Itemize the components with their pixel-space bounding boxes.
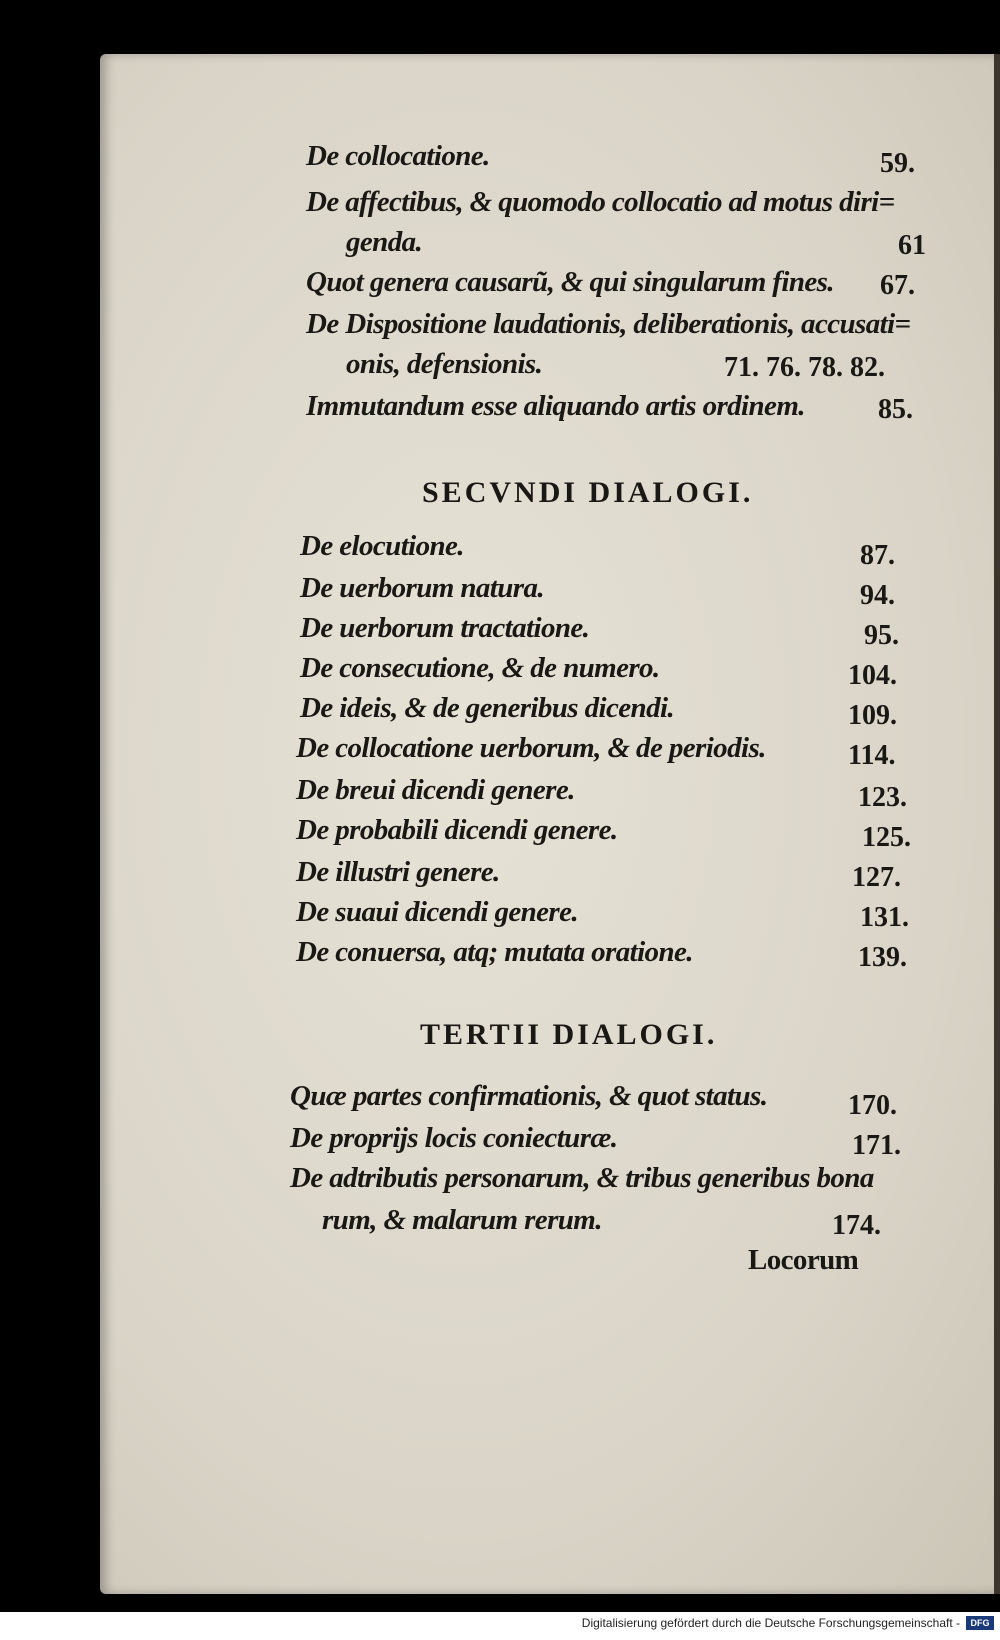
page-number: 125.: [862, 822, 911, 853]
page-number: 87.: [860, 540, 895, 571]
section-heading: TERTII DIALOGI.: [420, 1018, 718, 1051]
section-heading: SECVNDI DIALOGI.: [422, 476, 754, 509]
toc-entry: De consecutione, & de numero.: [300, 652, 660, 684]
toc-entry: De uerborum natura.: [300, 572, 545, 604]
page-number: 104.: [848, 660, 897, 691]
toc-entry: Immutandum esse aliquando artis ordinem.: [306, 390, 805, 422]
toc-entry: De conuersa, atq; mutata oratione.: [296, 936, 693, 968]
page-number: 170.: [848, 1090, 897, 1121]
toc-entry: genda.: [346, 226, 423, 258]
page-number: 171.: [852, 1130, 901, 1161]
page-number: 139.: [858, 942, 907, 973]
footer-bar: [0, 1612, 1000, 1640]
toc-entry: De breui dicendi genere.: [296, 774, 575, 806]
page-number: 67.: [880, 270, 915, 301]
toc-entry: De elocutione.: [300, 530, 464, 562]
page-number: 61: [898, 230, 926, 261]
page-number: 114.: [848, 740, 896, 771]
toc-entry: De affectibus, & quomodo collocatio ad motus diri=: [306, 186, 895, 218]
toc-entry: rum, & malarum rerum.: [322, 1204, 602, 1236]
catchword: Locorum: [748, 1244, 859, 1276]
toc-entry: De collocatione uerborum, & de periodis.: [296, 732, 766, 764]
page-number: 123.: [858, 782, 907, 813]
toc-entry: De uerborum tractatione.: [300, 612, 590, 644]
toc-entry: De Dispositione laudationis, deliberationis, accusati=: [306, 308, 911, 340]
page-number: 127.: [852, 862, 901, 893]
page-number: 174.: [832, 1210, 881, 1241]
page-number: 85.: [878, 394, 913, 425]
toc-entry: De illustri genere.: [296, 856, 500, 888]
page-number: 131.: [860, 902, 909, 933]
page-number: 59.: [880, 148, 915, 179]
footer-credit: Digitalisierung gefördert durch die Deutsche Forschungsgemeinschaft -: [581, 1616, 960, 1630]
toc-entry: De adtributis personarum, & tribus generibus bona: [290, 1162, 874, 1194]
toc-entry: Quæ partes confirmationis, & quot status.: [290, 1080, 768, 1112]
toc-entry: De suaui dicendi genere.: [296, 896, 579, 928]
page-edge: [994, 54, 1000, 1594]
toc-entry: onis, defensionis.: [346, 348, 543, 380]
toc-entry: De collocatione.: [306, 140, 490, 172]
page-number: 109.: [848, 700, 897, 731]
toc-entry: De ideis, & de generibus dicendi.: [300, 692, 675, 724]
page-number: 95.: [864, 620, 899, 651]
page-number: 94.: [860, 580, 895, 611]
page-number: 71. 76. 78. 82.: [724, 352, 885, 383]
dfg-logo: DFG: [966, 1616, 994, 1630]
toc-entry: De probabili dicendi genere.: [296, 814, 618, 846]
toc-entry: De proprijs locis coniecturæ.: [290, 1122, 618, 1154]
toc-entry: Quot genera causarũ, & qui singularum fines.: [306, 266, 834, 298]
